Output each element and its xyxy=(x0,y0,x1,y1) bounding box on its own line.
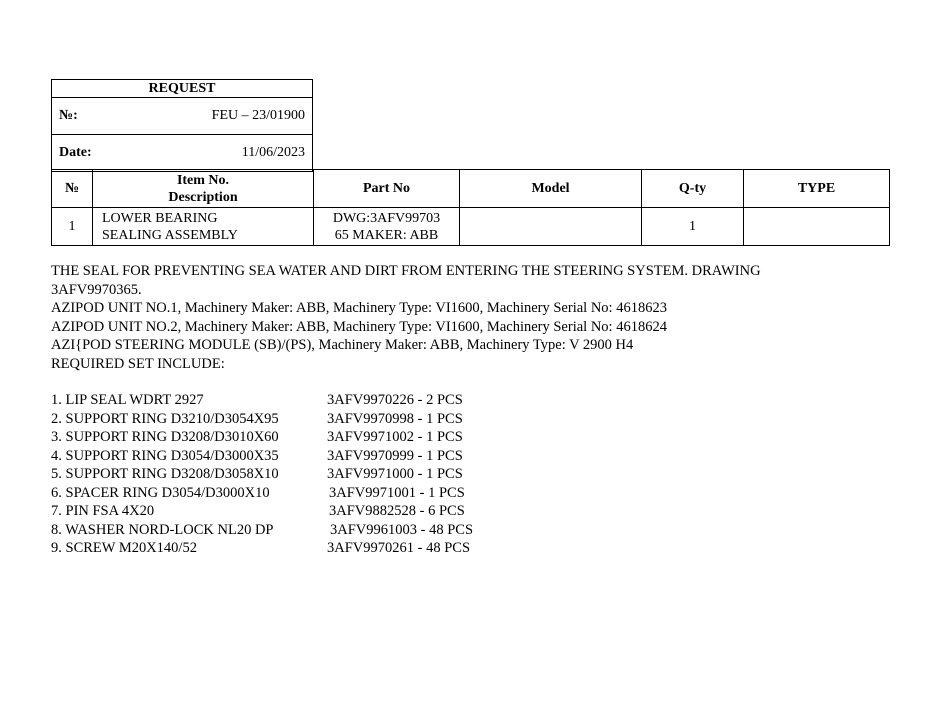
description-line: AZI{POD STEERING MODULE (SB)/(PS), Machinery Maker: ABB, Machinery Type: V 2900 H4 xyxy=(51,337,634,353)
set-item-name: 6. SPACER RING D3054/D3000X10 xyxy=(51,484,270,501)
required-set-heading: REQUIRED SET INCLUDE: xyxy=(51,355,225,372)
header-qty: Q-ty xyxy=(642,170,744,208)
header-model: Model xyxy=(460,170,642,208)
description-block xyxy=(51,262,871,373)
header-item xyxy=(93,170,314,208)
set-item-name: 2. SUPPORT RING D3210/D3054X95 xyxy=(51,410,279,427)
set-item-part: 3AFV9970998 - 1 PCS xyxy=(327,410,463,427)
cell-description-line1: LOWER BEARING xyxy=(102,210,218,226)
cell-qty: 1 xyxy=(642,208,744,246)
set-item-part: 3AFV9970999 - 1 PCS xyxy=(327,447,463,464)
set-item-part: 3AFV9970261 - 48 PCS xyxy=(327,540,471,556)
set-item-part: 3AFV9882528 - 6 PCS xyxy=(329,503,465,519)
request-number-row xyxy=(52,98,313,135)
description-line: 3AFV9970365. xyxy=(51,281,142,298)
set-item-part: 3AFV9971002 - 1 PCS xyxy=(327,429,463,445)
request-number-label: №: xyxy=(59,108,78,123)
set-item-name: 7. PIN FSA 4X20 xyxy=(51,503,155,519)
request-header-box xyxy=(51,79,313,172)
header-item-line1: Item No. xyxy=(176,172,230,188)
description-line: THE SEAL FOR PREVENTING SEA WATER AND DIRT FROM ENTERING THE STEERING SYSTEM. DRAWING xyxy=(51,263,761,279)
cell-model xyxy=(460,208,642,246)
header-num: № xyxy=(52,170,93,208)
request-title: REQUEST xyxy=(52,80,313,98)
description-line: AZIPOD UNIT NO.1, Machinery Maker: ABB, Machinery Type: VI1600, Machinery Serial No: 4618623 xyxy=(51,300,667,316)
set-item-part: 3AFV9961003 - 48 PCS xyxy=(330,521,474,538)
cell-description-line2: SEALING ASSEMBLY xyxy=(102,227,238,243)
set-item-name: 8. WASHER NORD-LOCK NL20 DP xyxy=(51,521,274,538)
cell-description xyxy=(93,208,314,246)
request-date-label: Date: xyxy=(59,145,92,160)
set-item-part: 3AFV9971001 - 1 PCS xyxy=(329,484,465,501)
cell-part xyxy=(314,208,460,246)
description-line: AZIPOD UNIT NO.2, Machinery Maker: ABB, Machinery Type: VI1600, Machinery Serial No: 4618624 xyxy=(51,318,667,335)
cell-num: 1 xyxy=(52,208,93,246)
cell-type xyxy=(744,208,890,246)
table-header-row xyxy=(52,170,890,208)
request-date-value: 11/06/2023 xyxy=(241,145,305,160)
set-item-name: 3. SUPPORT RING D3208/D3010X60 xyxy=(51,429,279,445)
set-item-name: 5. SUPPORT RING D3208/D3058X10 xyxy=(51,466,279,482)
table-row xyxy=(52,208,890,246)
header-item-line2: Description xyxy=(168,189,238,205)
header-part: Part No xyxy=(314,170,460,208)
set-item-part: 3AFV9970226 - 2 PCS xyxy=(327,392,463,408)
set-item-name: 9. SCREW M20X140/52 xyxy=(51,540,197,556)
header-type: TYPE xyxy=(744,170,890,208)
set-item-name: 1. LIP SEAL WDRT 2927 xyxy=(51,392,204,408)
request-date-row xyxy=(52,135,313,172)
cell-part-line1: DWG:3AFV99703 xyxy=(332,210,441,226)
set-item-part: 3AFV9971000 - 1 PCS xyxy=(327,466,463,482)
items-table xyxy=(51,169,890,246)
set-item-name: 4. SUPPORT RING D3054/D3000X35 xyxy=(51,447,279,464)
request-number-value: FEU – 23/01900 xyxy=(211,108,305,123)
cell-part-line2: 65 MAKER: ABB xyxy=(334,227,439,243)
